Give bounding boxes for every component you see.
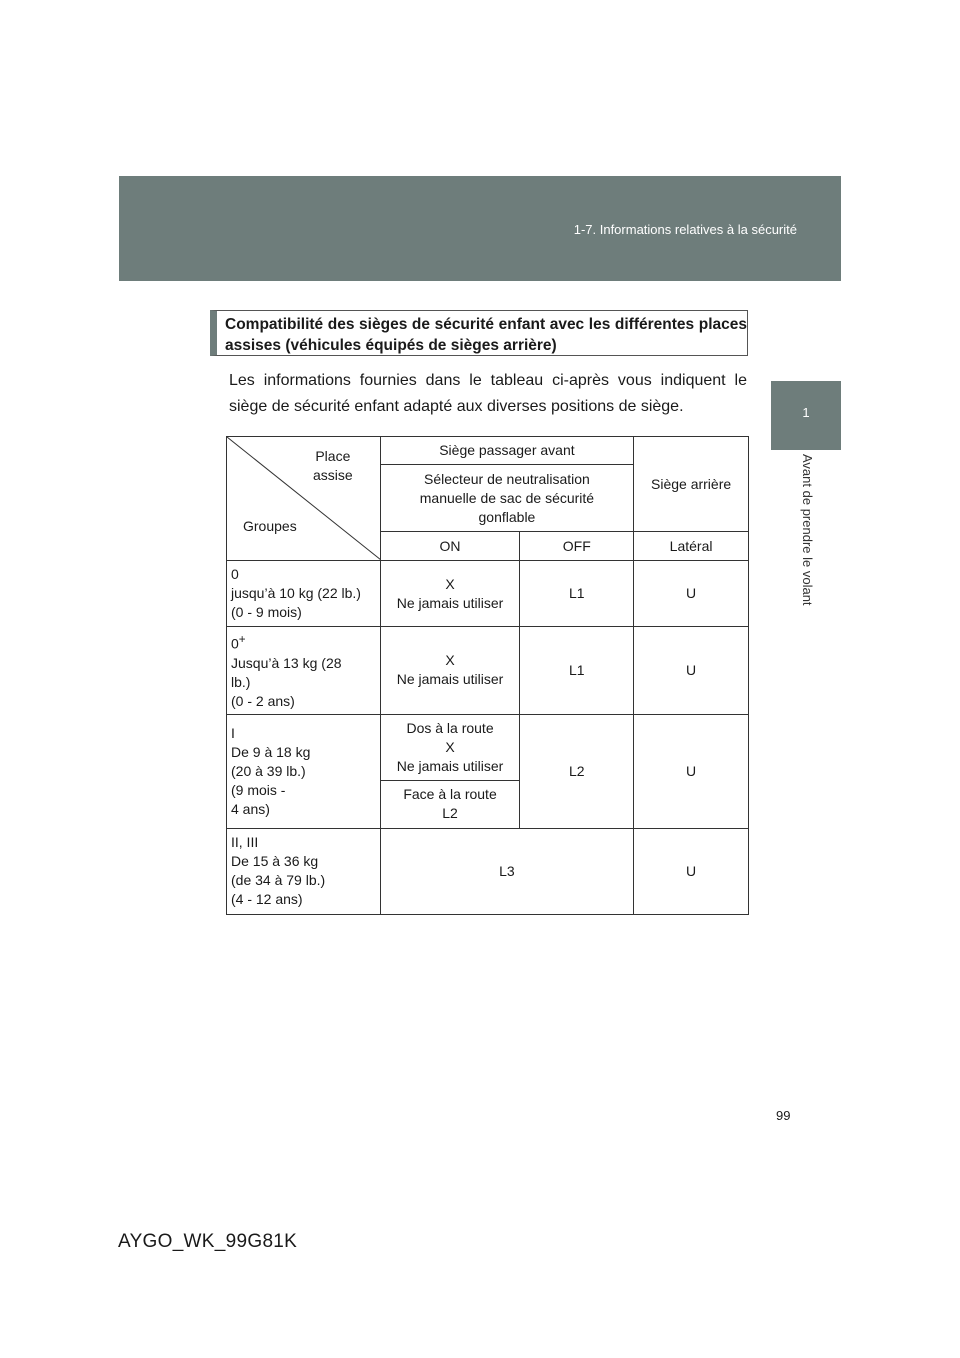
lateral-cell: U (634, 627, 749, 714)
section-title: 1-7. Informations relatives à la sécurité (573, 222, 797, 237)
header-band (119, 176, 841, 281)
chapter-number: 1 (802, 405, 810, 420)
chapter-title: Avant de prendre le volant (800, 454, 815, 606)
col-lateral: Latéral (634, 532, 749, 561)
on-forward-facing-cell: Face à la route L2 (380, 780, 520, 828)
col-on: ON (380, 532, 520, 561)
table-row (227, 627, 749, 714)
compatibility-table (226, 436, 749, 915)
on-off-cell: L3 (380, 828, 633, 914)
off-cell: L1 (520, 627, 634, 714)
selector-header: Sélecteur de neutralisation manuelle de sac de sécurité gonflable (380, 465, 633, 532)
corner-diagonal (227, 437, 381, 561)
lateral-cell: U (634, 828, 749, 914)
group-cell: I De 9 à 18 kg (20 à 39 lb.) (9 mois - 4 ans) (227, 714, 381, 828)
table-row (227, 561, 749, 627)
lateral-cell: U (634, 561, 749, 627)
footer-code: AYGO_WK_99G81K (118, 1231, 298, 1252)
page-number: 99 (776, 1108, 791, 1123)
group-cell: II, III De 15 à 36 kg (de 34 à 79 lb.) (4 - 12 ans) (227, 828, 381, 914)
off-cell: L2 (520, 714, 634, 828)
on-cell: X Ne jamais utiliser (380, 627, 520, 714)
col-off: OFF (520, 532, 634, 561)
chapter-tab[interactable] (771, 381, 841, 450)
group-cell: 0 jusqu’à 10 kg (22 lb.) (0 - 9 mois) (227, 561, 381, 627)
intro-paragraph: Les informations fournies dans le tableau ci-après vous indiquent le siège de sécurité enfant adapté aux diverses positions de siège. (229, 372, 747, 415)
on-cell: X Ne jamais utiliser (380, 561, 520, 627)
table-row (227, 828, 749, 914)
corner-place-label: Place assise (313, 448, 353, 483)
table-title: Compatibilité des sièges de sécurité enfant avec les différentes places assises (véhicules équipés de sièges arrière) (210, 310, 748, 356)
rear-seat-header: Siège arrière (634, 437, 749, 532)
front-seat-header: Siège passager avant (380, 437, 633, 465)
table-row (227, 714, 749, 780)
on-rear-facing-cell: Dos à la route X Ne jamais utiliser (380, 714, 520, 780)
table-corner-cell (227, 437, 381, 561)
corner-groups-label: Groupes (243, 518, 297, 534)
group-cell: 0+ Jusqu’à 13 kg (28 lb.) (0 - 2 ans) (227, 627, 381, 714)
off-cell: L1 (520, 561, 634, 627)
lateral-cell: U (634, 714, 749, 828)
